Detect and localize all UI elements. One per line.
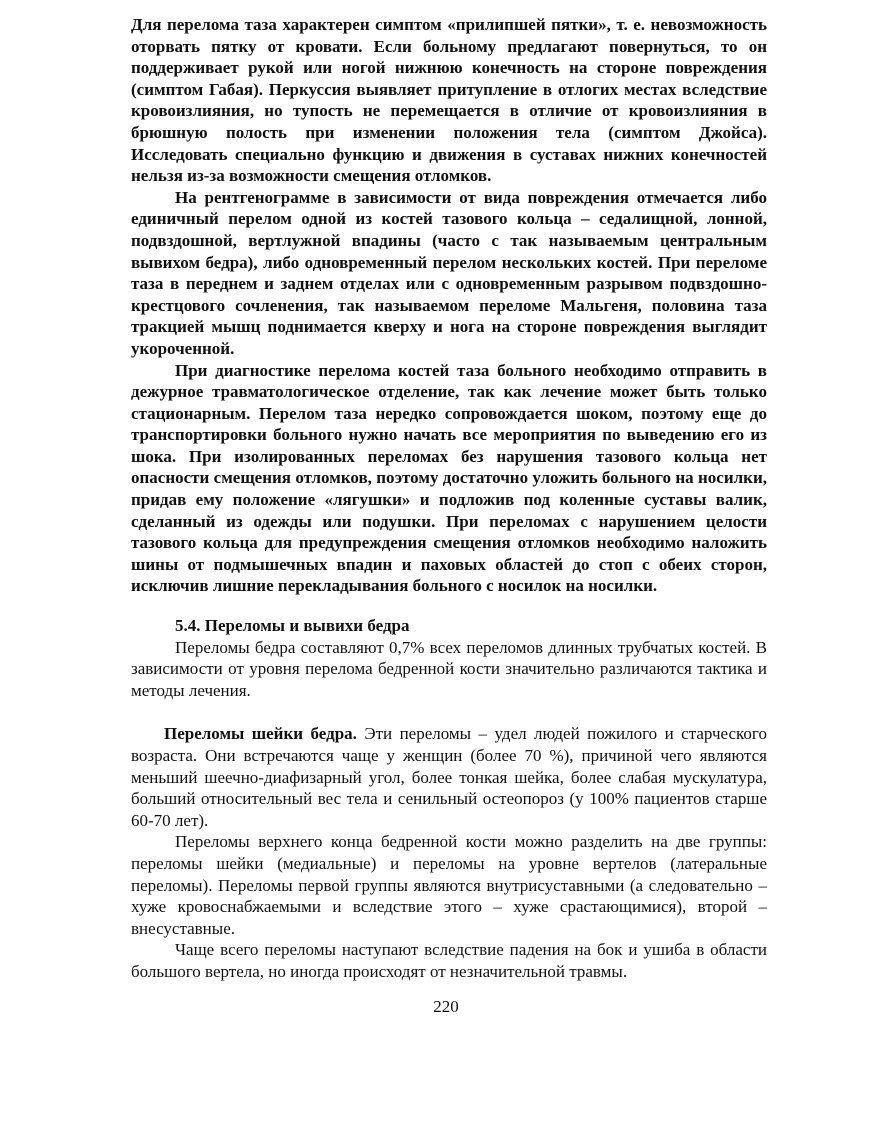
paragraph-fracture-causes: Чаще всего переломы наступают вследствие падения на бок и ушиба в области большого вертела, но иногда происходят от незначительной травмы. xyxy=(131,940,767,981)
section-heading: 5.4. Переломы и вывихи бедра xyxy=(175,616,410,636)
page-number: 220 xyxy=(433,997,459,1016)
paragraph-femoral-neck-fractures xyxy=(131,723,767,831)
paragraph-first-aid: При диагностике перелома костей таза больного необходимо отправить в дежурное травматологическое отделение, так как лечение может быть только стационарным. Перелом таза нередко сопровождается шоком, поэтому еще до транспортировки больного нужно начать все мероприятия по выведению его из шока. При изолированных переломах без нарушения тазового кольца нет опасности смещения отломков, поэтому достаточно уложить больного на носилки, придав ему положение «лягушки» и подложив под коленные суставы валик, сделанный из одежды или подушки. При переломах с нарушением целости тазового кольца для предупреждения смещения отломков необходимо наложить шины от подмышечных впадин и паховых областей до стоп с обеих сторон, исключив лишние перекладывания больного с носилок на носилки. xyxy=(131,360,767,596)
book-page xyxy=(131,14,767,983)
paragraph-radiography: На рентгенограмме в зависимости от вида повреждения отмечается либо единичный перелом одной из костей тазового кольца – седалищной, лонной, подвздошной, вертлужной впадины (часто с так называемым центральным вывихом бедра), либо одновременный перелом нескольких костей. При переломе таза в переднем и заднем отделах или с одновременным разрывом подвздошно-крестцового сочленения, так называемом переломе Мальгеня, половина таза тракцией мышц поднимается кверху и нога на стороне повреждения выглядит укороченной. xyxy=(131,187,767,358)
paragraph-section-intro: Переломы бедра составляют 0,7% всех переломов длинных трубчатых костей. В зависимости от уровня перелома бедренной кости значительно различаются тактика и методы лечения. xyxy=(131,637,767,700)
subsection-text: Эти переломы – удел людей пожилого и старческого возраста. Они встречаются чаще у женщин (более 70 %), причиной чего являются меньший шеечно-диафизарный угол, более тонкая шейка, более слабая мускулатура, больший относительный вес тела и сенильный остеопороз (у 100% пациентов старше 60-70 лет). xyxy=(131,724,767,830)
paragraph-fracture-groups: Переломы верхнего конца бедренной кости можно разделить на две группы: переломы шейки (медиальные) и переломы на уровне вертелов (латеральные переломы). Переломы первой группы являются внутрисуставными (а следовательно – хуже кровоснабжаемыми и вследствие этого – хуже срастающимися), второй – внесуставные. xyxy=(131,832,767,938)
paragraph-pelvic-symptoms: Для перелома таза характерен симптом «прилипшей пятки», т. е. невозможность оторвать пятку от кровати. Если больному предлагают повернуться, то он поддерживает рукой или ногой нижнюю конечность на стороне повреждения (симптом Габая). Перкуссия выявляет притупление в отлогих местах вследствие кровоизлияния, но тупость не перемещается в отличие от кровоизлияния в брюшную полость при изменении положения тела (симптом Джойса). Исследовать специально функцию и движения в суставах нижних конечностей нельзя из-за возможности смещения отломков. xyxy=(131,15,767,186)
subsection-lead: Переломы шейки бедра. xyxy=(164,724,357,744)
